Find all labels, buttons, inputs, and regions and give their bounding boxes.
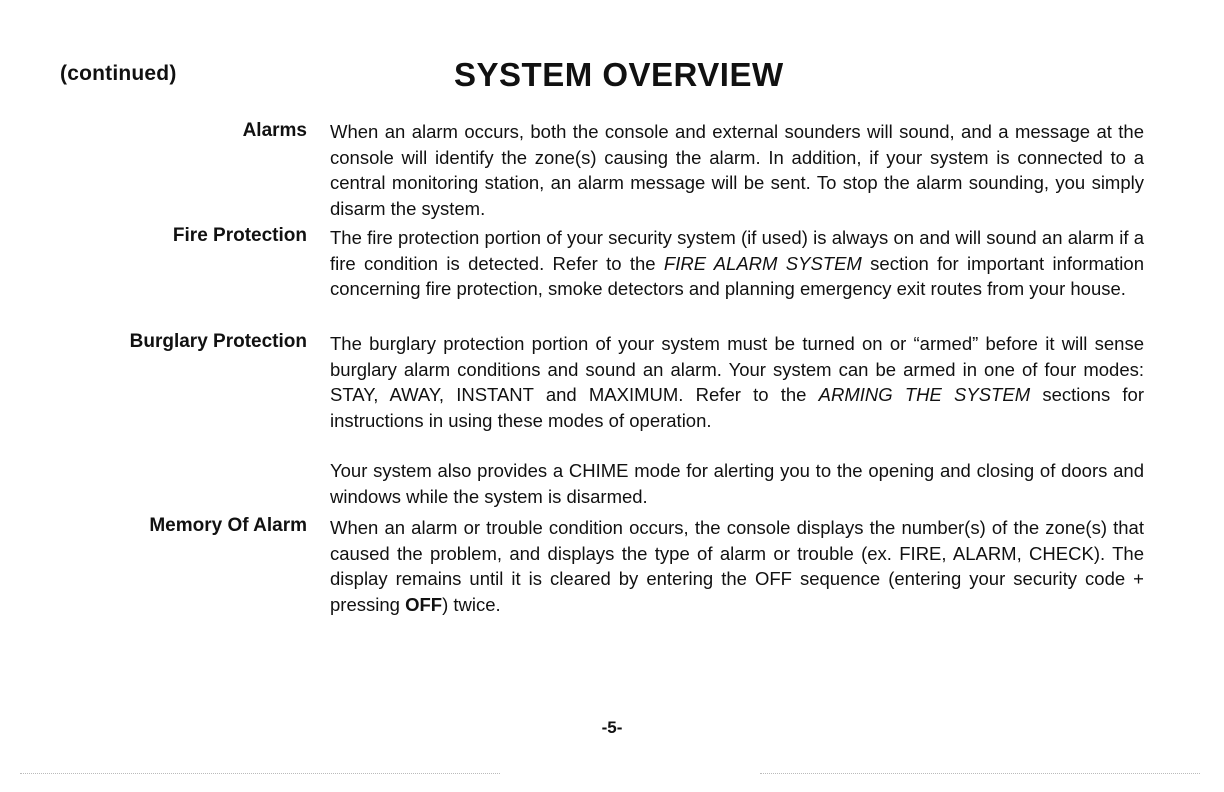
scan-artifact-line [760,773,1200,775]
text-run: When an alarm occurs, both the console and external sounders will sound, and a message at the console will identify the zone(s) causing the alarm. In addition, if your system is connected to a central monitoring station, an alarm message will be sent. To stop the alarm sounding, you simply disarm the system. [330,121,1144,219]
scan-artifact-line [20,773,500,775]
text-run: sections for instructions in using these modes of operation. [330,384,1144,431]
text-run: FIRE ALARM SYSTEM [663,252,862,274]
section-paragraph [330,515,1144,617]
text-run: ) twice. [442,593,501,615]
section-paragraph [330,225,1144,302]
page-number: -5- [601,718,623,737]
text-run: section for important information concerning fire protection, smoke detectors and planning emergency exit routes from your house. [330,252,1144,299]
page-title: SYSTEM OVERVIEW [454,56,784,93]
text-run: Your system also provides a CHIME mode for alerting you to the opening and closing of doors and windows while the system is disarmed. [330,460,1144,507]
section-label: Memory Of Alarm [149,515,307,536]
text-run: The fire protection portion of your security system (if used) is always on and will sound an alarm if a fire condition is detected. Refer to the [330,227,1144,274]
section-label: Fire Protection [172,225,307,246]
text-run: OFF [405,593,443,615]
continued-label: (continued) [60,62,177,85]
text-run: The burglary protection portion of your system must be turned on or “armed” before it will sense burglary alarm conditions and sound an alarm. Your system can be armed in one of four modes: STAY, AWAY, INSTANT and MAXIMUM. Refer to the [330,333,1144,405]
section-paragraph [330,458,1144,509]
section-paragraph [330,331,1144,433]
text-run: When an alarm or trouble condition occurs, the console displays the number(s) of the zone(s) that caused the problem, and displays the type of alarm or trouble (ex. FIRE, ALARM, CHECK). The display remains until it is cleared by entering the OFF sequence (entering your security code + pressing [330,517,1144,615]
section-label: Burglary Protection [129,331,307,352]
text-run: ARMING THE SYSTEM [818,384,1031,405]
section-label: Alarms [242,120,307,141]
section-paragraph [330,119,1144,221]
